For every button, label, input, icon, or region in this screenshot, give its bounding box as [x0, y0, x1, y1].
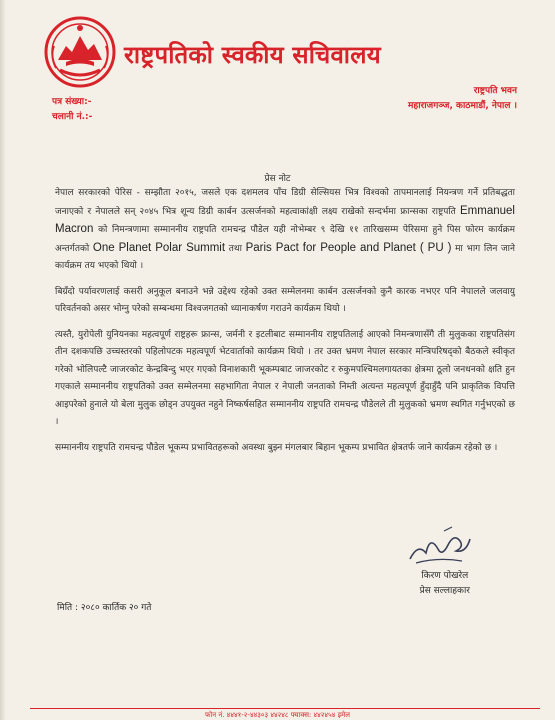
p1-text-c: तथा [228, 243, 242, 254]
signature-icon [404, 523, 474, 569]
signatory-block [0, 569, 470, 599]
office-address [408, 84, 517, 114]
reference-block [52, 95, 92, 125]
paragraph-2: बिग्रँदो पर्यावरणलाई कसरी अनुकूल बनाउने भन्ने उद्देश्य रहेको उक्त सम्मेलनमा कार्बन उत्सर्जनको कुनै कारक नभएर पनि नेपालले जलवायु परिवर्तनको असर भोग्नु परेको सम्बन्धमा विश्वजगतको ध्यानाकर्षण गराउने कार्यक्रम थियो । [55, 286, 515, 314]
document-body [55, 185, 515, 465]
footer-contact: फोन नं. ४४४१-२-४४३०३ ४४२४८ फ्याक्स: ४४२४५४ इमेल [205, 711, 350, 719]
signatory-title: प्रेस सल्लाहकार [419, 586, 470, 596]
footer-divider [30, 708, 540, 709]
paragraph-4: सम्माननीय राष्ट्रपति रामचन्द्र पौडेल भूकम्प प्रभावितहरूको अवस्था बुझ्न मंगलबार बिहान भूकम्प प्रभावित क्षेत्रतर्फ जाने कार्यक्रम रहेको छ । [55, 442, 498, 453]
p1-pact-name: Paris Pact for People and Planet ( PU ) [245, 241, 452, 254]
p1-name-macron: Emmanuel Macron [55, 204, 515, 235]
p1-text-d: मा भाग लिन जाने कार्यक्रम तय भएको थियो । [55, 243, 515, 271]
office-title: राष्ट्रपतिको स्वकीय सचिवालय [124, 41, 381, 69]
address-line-2: महाराजगञ्ज, काठमाडौं, नेपाल । [408, 101, 517, 111]
nepal-emblem-icon [44, 16, 116, 88]
reference-number-label: पत्र संख्या:- [52, 97, 92, 107]
paragraph-3: त्यस्तै, युरोपेली युनियनका महत्वपूर्ण राष्ट्रहरू फ्रान्स, जर्मनी र इटलीबाट सम्माननीय राष्ट्रपतिलाई आएको निमन्त्रणासँगै ती मुलुकका राष्ट्रपतिसंग तीन दशकपछि उच्चस्तरको पहिलोपटक महत्वपूर्ण भेटवार्ताको कार्यक्रम थियो । तर उक्त भ्रमण नेपाल सरकार मन्त्रिपरिषद्को बैठकले स्वीकृत गरेको भोलिपल्टै जाजरकोट केन्द्रबिन्दु भएर गएको विनाशकारी भूकम्पबाट जाजरकोट र रुकुमपश्चिमलगायतका क्षेत्रमा ठूलो जनधनको क्षति हुन गएकाले सम्माननीय राष्ट्रपतिको उक्त सम्मेलनमा सहभागिता नेपाल र नेपाली जनताको निम्ती अत्यन्त महत्वपूर्ण हुँदाहुँदै पनि प्राकृतिक विपत्ति आइपरेको हुनाले यो बेला मुलुक छोड्न उपयुक्त नहुने निष्कर्षसहित सम्माननीय राष्ट्रपति रामचन्द्र पौडेलले ती मुलुकको भ्रमण स्थगित गर्नुभएको छ । [55, 329, 515, 427]
dispatch-number-label: चलानी नं.:- [52, 112, 93, 122]
p1-text-a: नेपाल सरकारको पेरिस - सम्झौता २०१५, जसले एक दशमलव पाँच डिग्री सेल्सियस भित्र विश्वको तापमानलाई नियन्त्रण गर्ने प्रतिबद्धता जनाएको र नेपालले सन् २०४५ भित्र शून्य डिग्री कार्बन उत्सर्जनको महत्वाकांक्षी लक्ष्य राखेको सन्दर्भमा फ्रान्सका राष्ट्रपति [55, 188, 515, 217]
page-edge-shadow [0, 0, 6, 720]
address-line-1: राष्ट्रपति भवन [473, 86, 517, 96]
signatory-name: किरण पोखरेल [421, 571, 469, 581]
document-date: मिति : २०८० कार्तिक २० गते [57, 603, 152, 613]
p1-summit-name: One Planet Polar Summit [92, 241, 226, 254]
document-title: प्रेस नोट [264, 174, 291, 184]
paragraph-1 [55, 185, 515, 276]
p1-text-b: को निमन्त्रणामा सम्माननीय राष्ट्रपति रामचन्द्र पौडेल यही नोभेम्बर ९ देखि ११ तारिखसम्म पेरिसमा हुने पिस फोरम कार्यक्रम अन्तर्गतको [55, 225, 515, 254]
